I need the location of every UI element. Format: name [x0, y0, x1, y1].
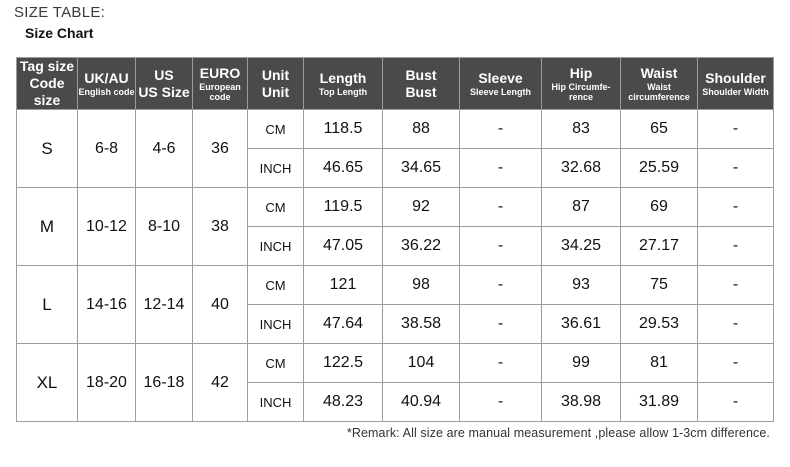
- length-cell: 46.65: [304, 149, 383, 188]
- table-row: [17, 266, 774, 305]
- header-sleeve: Sleeve Sleeve Length: [460, 58, 542, 110]
- bust-cell: 38.58: [383, 305, 460, 344]
- shoulder-cell: -: [698, 227, 774, 266]
- bust-cell: 88: [383, 110, 460, 149]
- sleeve-cell: -: [460, 227, 542, 266]
- us-size-cell: 12-14: [136, 266, 193, 344]
- unit-cell: CM: [248, 266, 304, 305]
- size-code-cell: L: [17, 266, 78, 344]
- header-waist: Waist Waist circumference: [621, 58, 698, 110]
- unit-cell: CM: [248, 344, 304, 383]
- sleeve-cell: -: [460, 110, 542, 149]
- us-size-cell: 8-10: [136, 188, 193, 266]
- euro-size-cell: 38: [193, 188, 248, 266]
- shoulder-cell: -: [698, 305, 774, 344]
- header-shoulder: Shoulder Shoulder Width: [698, 58, 774, 110]
- sleeve-cell: -: [460, 383, 542, 422]
- length-cell: 47.64: [304, 305, 383, 344]
- bust-cell: 104: [383, 344, 460, 383]
- sleeve-cell: -: [460, 266, 542, 305]
- uk-size-cell: 10-12: [78, 188, 136, 266]
- length-cell: 118.5: [304, 110, 383, 149]
- table-row: [17, 110, 774, 149]
- unit-cell: CM: [248, 110, 304, 149]
- length-cell: 47.05: [304, 227, 383, 266]
- uk-size-cell: 6-8: [78, 110, 136, 188]
- waist-cell: 65: [621, 110, 698, 149]
- bust-cell: 40.94: [383, 383, 460, 422]
- unit-cell: INCH: [248, 383, 304, 422]
- unit-cell: INCH: [248, 149, 304, 188]
- uk-size-cell: 18-20: [78, 344, 136, 422]
- size-table-title: SIZE TABLE:: [14, 4, 106, 21]
- length-cell: 122.5: [304, 344, 383, 383]
- remark-note: *Remark: All size are manual measurement ,please allow 1-3cm difference.: [346, 426, 770, 440]
- waist-cell: 27.17: [621, 227, 698, 266]
- waist-cell: 31.89: [621, 383, 698, 422]
- unit-cell: INCH: [248, 305, 304, 344]
- size-code-cell: M: [17, 188, 78, 266]
- size-code-cell: XL: [17, 344, 78, 422]
- sleeve-cell: -: [460, 188, 542, 227]
- table-row: [17, 344, 774, 383]
- euro-size-cell: 40: [193, 266, 248, 344]
- header-hip: Hip Hip Circumfe-rence: [542, 58, 621, 110]
- bust-cell: 98: [383, 266, 460, 305]
- unit-cell: INCH: [248, 227, 304, 266]
- hip-cell: 93: [542, 266, 621, 305]
- size-code-cell: S: [17, 110, 78, 188]
- bust-cell: 92: [383, 188, 460, 227]
- waist-cell: 29.53: [621, 305, 698, 344]
- shoulder-cell: -: [698, 383, 774, 422]
- waist-cell: 75: [621, 266, 698, 305]
- length-cell: 121: [304, 266, 383, 305]
- unit-cell: CM: [248, 188, 304, 227]
- hip-cell: 34.25: [542, 227, 621, 266]
- bust-cell: 34.65: [383, 149, 460, 188]
- sleeve-cell: -: [460, 344, 542, 383]
- header-uk-au: UK/AU English code: [78, 58, 136, 110]
- euro-size-cell: 36: [193, 110, 248, 188]
- hip-cell: 99: [542, 344, 621, 383]
- bust-cell: 36.22: [383, 227, 460, 266]
- uk-size-cell: 14-16: [78, 266, 136, 344]
- header-length: Length Top Length: [304, 58, 383, 110]
- hip-cell: 83: [542, 110, 621, 149]
- size-chart-table: [16, 57, 774, 422]
- shoulder-cell: -: [698, 344, 774, 383]
- header-tag-size: Tag size Code size: [17, 58, 78, 110]
- size-chart-subtitle: Size Chart: [25, 25, 94, 41]
- waist-cell: 69: [621, 188, 698, 227]
- euro-size-cell: 42: [193, 344, 248, 422]
- sleeve-cell: -: [460, 305, 542, 344]
- shoulder-cell: -: [698, 149, 774, 188]
- hip-cell: 32.68: [542, 149, 621, 188]
- hip-cell: 87: [542, 188, 621, 227]
- waist-cell: 25.59: [621, 149, 698, 188]
- length-cell: 48.23: [304, 383, 383, 422]
- header-bust: Bust Bust: [383, 58, 460, 110]
- waist-cell: 81: [621, 344, 698, 383]
- header-us: US US Size: [136, 58, 193, 110]
- sleeve-cell: -: [460, 149, 542, 188]
- us-size-cell: 16-18: [136, 344, 193, 422]
- shoulder-cell: -: [698, 266, 774, 305]
- hip-cell: 38.98: [542, 383, 621, 422]
- shoulder-cell: -: [698, 110, 774, 149]
- shoulder-cell: -: [698, 188, 774, 227]
- hip-cell: 36.61: [542, 305, 621, 344]
- header-unit: Unit Unit: [248, 58, 304, 110]
- us-size-cell: 4-6: [136, 110, 193, 188]
- header-euro: EURO European code: [193, 58, 248, 110]
- header-row: [17, 58, 774, 110]
- table-row: [17, 188, 774, 227]
- length-cell: 119.5: [304, 188, 383, 227]
